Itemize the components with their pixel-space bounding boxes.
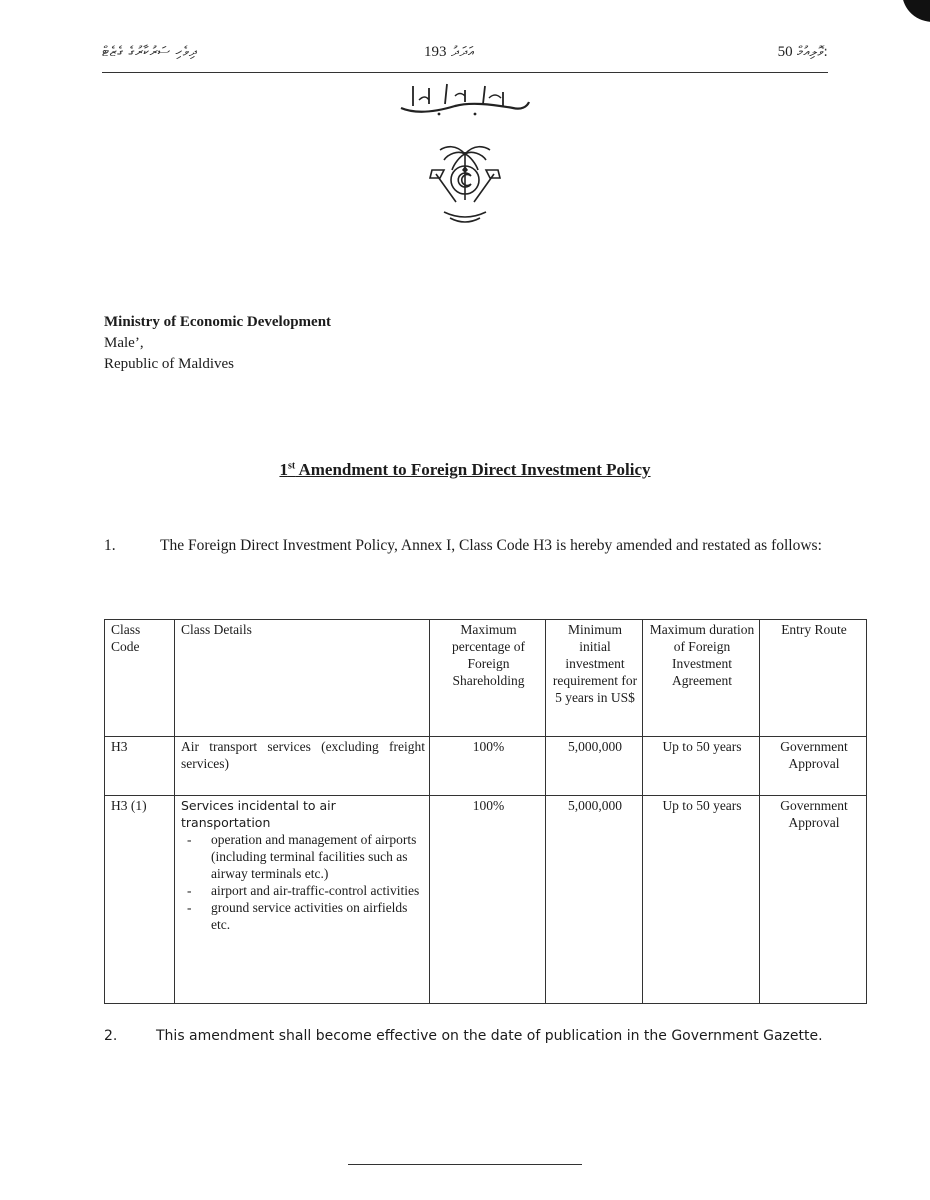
row-class-code: H3 (1) <box>105 796 175 1004</box>
volume-number: 50 <box>777 44 793 60</box>
row-class-details: Air transport services (excluding freight services) <box>175 737 430 796</box>
bullet-text: operation and management of airports (including terminal facilities such as airway terminals etc.) <box>211 832 417 881</box>
amendment-table <box>104 619 867 1004</box>
ministry-address <box>104 312 331 375</box>
ministry-name: Ministry of Economic Development <box>104 314 332 330</box>
clause-2-number: 2. <box>104 1028 118 1044</box>
table-row <box>105 737 867 796</box>
row-min-investment: 5,000,000 <box>546 796 643 1004</box>
issue-number-value: 193 <box>424 44 447 60</box>
header-max-shareholding: Maximum percentage of Foreign Shareholding <box>430 620 546 737</box>
list-item <box>187 899 425 933</box>
header-min-investment: Minimum initial investment requirement for 5 years in US$ <box>546 620 643 737</box>
address-country: Republic of Maldives <box>104 356 234 372</box>
corner-fold <box>898 0 930 22</box>
clause-2 <box>104 1025 832 1047</box>
clause-1-text: The Foreign Direct Investment Policy, Annex I, Class Code H3 is hereby amended and restated as follows: <box>160 537 822 554</box>
list-item <box>187 831 425 882</box>
row-min-investment: 5,000,000 <box>546 737 643 796</box>
issue-number-label: އަދަދު <box>450 44 475 60</box>
bismillah-calligraphy <box>395 80 535 120</box>
bullet-dash: - <box>187 832 192 847</box>
clause-1 <box>104 536 834 556</box>
row-max-shareholding: 100% <box>430 737 546 796</box>
title-text: Amendment to Foreign Direct Investment Policy <box>295 460 651 479</box>
maldives-emblem-icon <box>418 140 512 240</box>
table-row <box>105 796 867 1004</box>
row-max-duration: Up to 50 years <box>643 737 760 796</box>
volume-label: ވޮލިއުމް: <box>797 44 828 60</box>
list-item <box>187 882 425 899</box>
header-max-duration: Maximum duration of Foreign Investment Agreement <box>643 620 760 737</box>
row-details-heading: Services incidental to air transportation <box>181 798 336 830</box>
details-bullet-list <box>181 831 425 933</box>
row-max-shareholding: 100% <box>430 796 546 1004</box>
bullet-text: airport and air-traffic-control activities <box>211 883 420 898</box>
document-title <box>0 460 930 480</box>
title-ordinal-suffix: st <box>287 460 296 472</box>
row-class-code: H3 <box>105 737 175 796</box>
clause-1-number: 1. <box>104 537 116 554</box>
address-city: Male’, <box>104 335 144 351</box>
header-class-details: Class Details <box>175 620 430 737</box>
signature-line <box>348 1164 582 1165</box>
gazette-title: ދިވެހި ސަރުކާރުގެ ގެޒެޓް <box>102 44 198 60</box>
bullet-text: ground service activities on airfields etc. <box>211 900 408 932</box>
row-class-details <box>175 796 430 1004</box>
row-entry-route: Government Approval <box>760 737 867 796</box>
row-max-duration: Up to 50 years <box>643 796 760 1004</box>
volume <box>778 44 828 61</box>
title-ordinal: 1 <box>279 460 288 479</box>
bullet-dash: - <box>187 883 192 898</box>
bullet-dash: - <box>187 900 192 915</box>
header-entry-route: Entry Route <box>760 620 867 737</box>
table-header-row <box>105 620 867 737</box>
row-entry-route: Government Approval <box>760 796 867 1004</box>
issue-number <box>424 44 474 61</box>
clause-2-text: This amendment shall become effective on the date of publication in the Government Gazette. <box>156 1028 823 1044</box>
header-class-code: Class Code <box>105 620 175 737</box>
gazette-header <box>102 44 828 73</box>
